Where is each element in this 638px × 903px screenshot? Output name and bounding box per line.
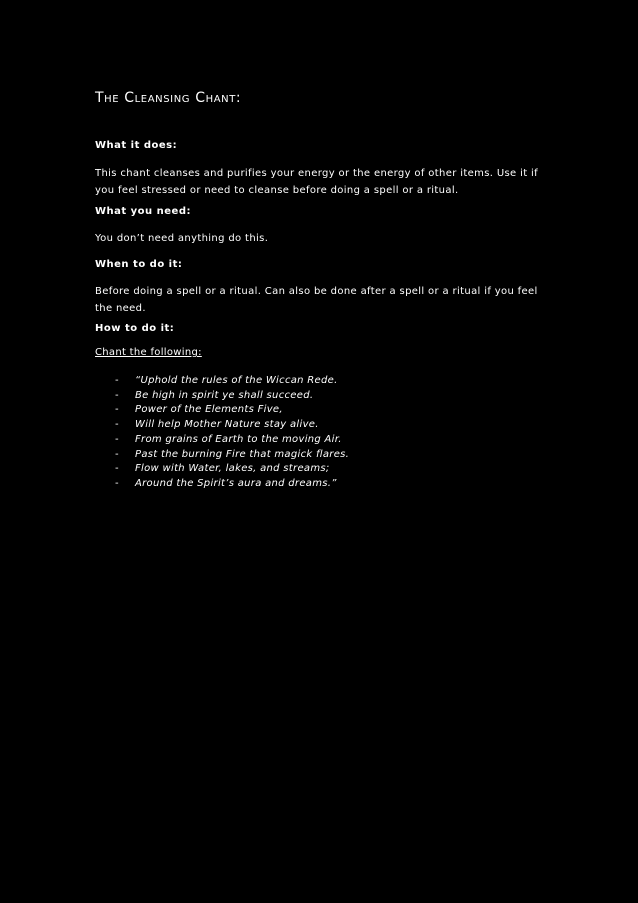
bullet-dash: -: [115, 477, 119, 489]
bullet-dash: -: [115, 463, 119, 475]
chant-line: - Power of the Elements Five,: [115, 403, 349, 418]
bullet-dash: -: [115, 419, 119, 431]
chant-list: [115, 374, 349, 492]
heading-what-it-does: What it does:: [95, 140, 178, 151]
chant-line: - Past the burning Fire that magick flares.: [115, 448, 349, 463]
bullet-dash: -: [115, 448, 119, 460]
paragraph-what-it-does: This chant cleanses and purifies your energy or the energy of other items. Use it if you feel stressed or need to cleanse before doing a spell or a ritual.: [95, 168, 539, 196]
heading-when-to-do-it: When to do it:: [95, 259, 183, 270]
bullet-dash: -: [115, 433, 119, 445]
chant-line: - “Uphold the rules of the Wiccan Rede.: [115, 374, 349, 389]
chant-line: - Around the Spirit’s aura and dreams.”: [115, 477, 349, 492]
bullet-dash: -: [115, 375, 119, 386]
chant-line: - Will help Mother Nature stay alive.: [115, 418, 349, 433]
chant-line: - Flow with Water, lakes, and streams;: [115, 462, 349, 477]
bullet-dash: -: [115, 389, 119, 401]
page-title: The Cleansing Chant:: [95, 90, 242, 106]
chant-intro-link: Chant the following:: [95, 347, 202, 358]
heading-what-you-need: What you need:: [95, 206, 191, 217]
heading-how-to-do-it: How to do it:: [95, 323, 175, 334]
chant-line: - Be high in spirit ye shall succeed.: [115, 389, 349, 404]
chant-line: - From grains of Earth to the moving Air.: [115, 433, 349, 448]
bullet-dash: -: [115, 404, 119, 416]
paragraph-when-to-do-it: Before doing a spell or a ritual. Can also be done after a spell or a ritual if you feel the need.: [95, 286, 538, 314]
paragraph-what-you-need: You don’t need anything do this.: [95, 233, 269, 244]
